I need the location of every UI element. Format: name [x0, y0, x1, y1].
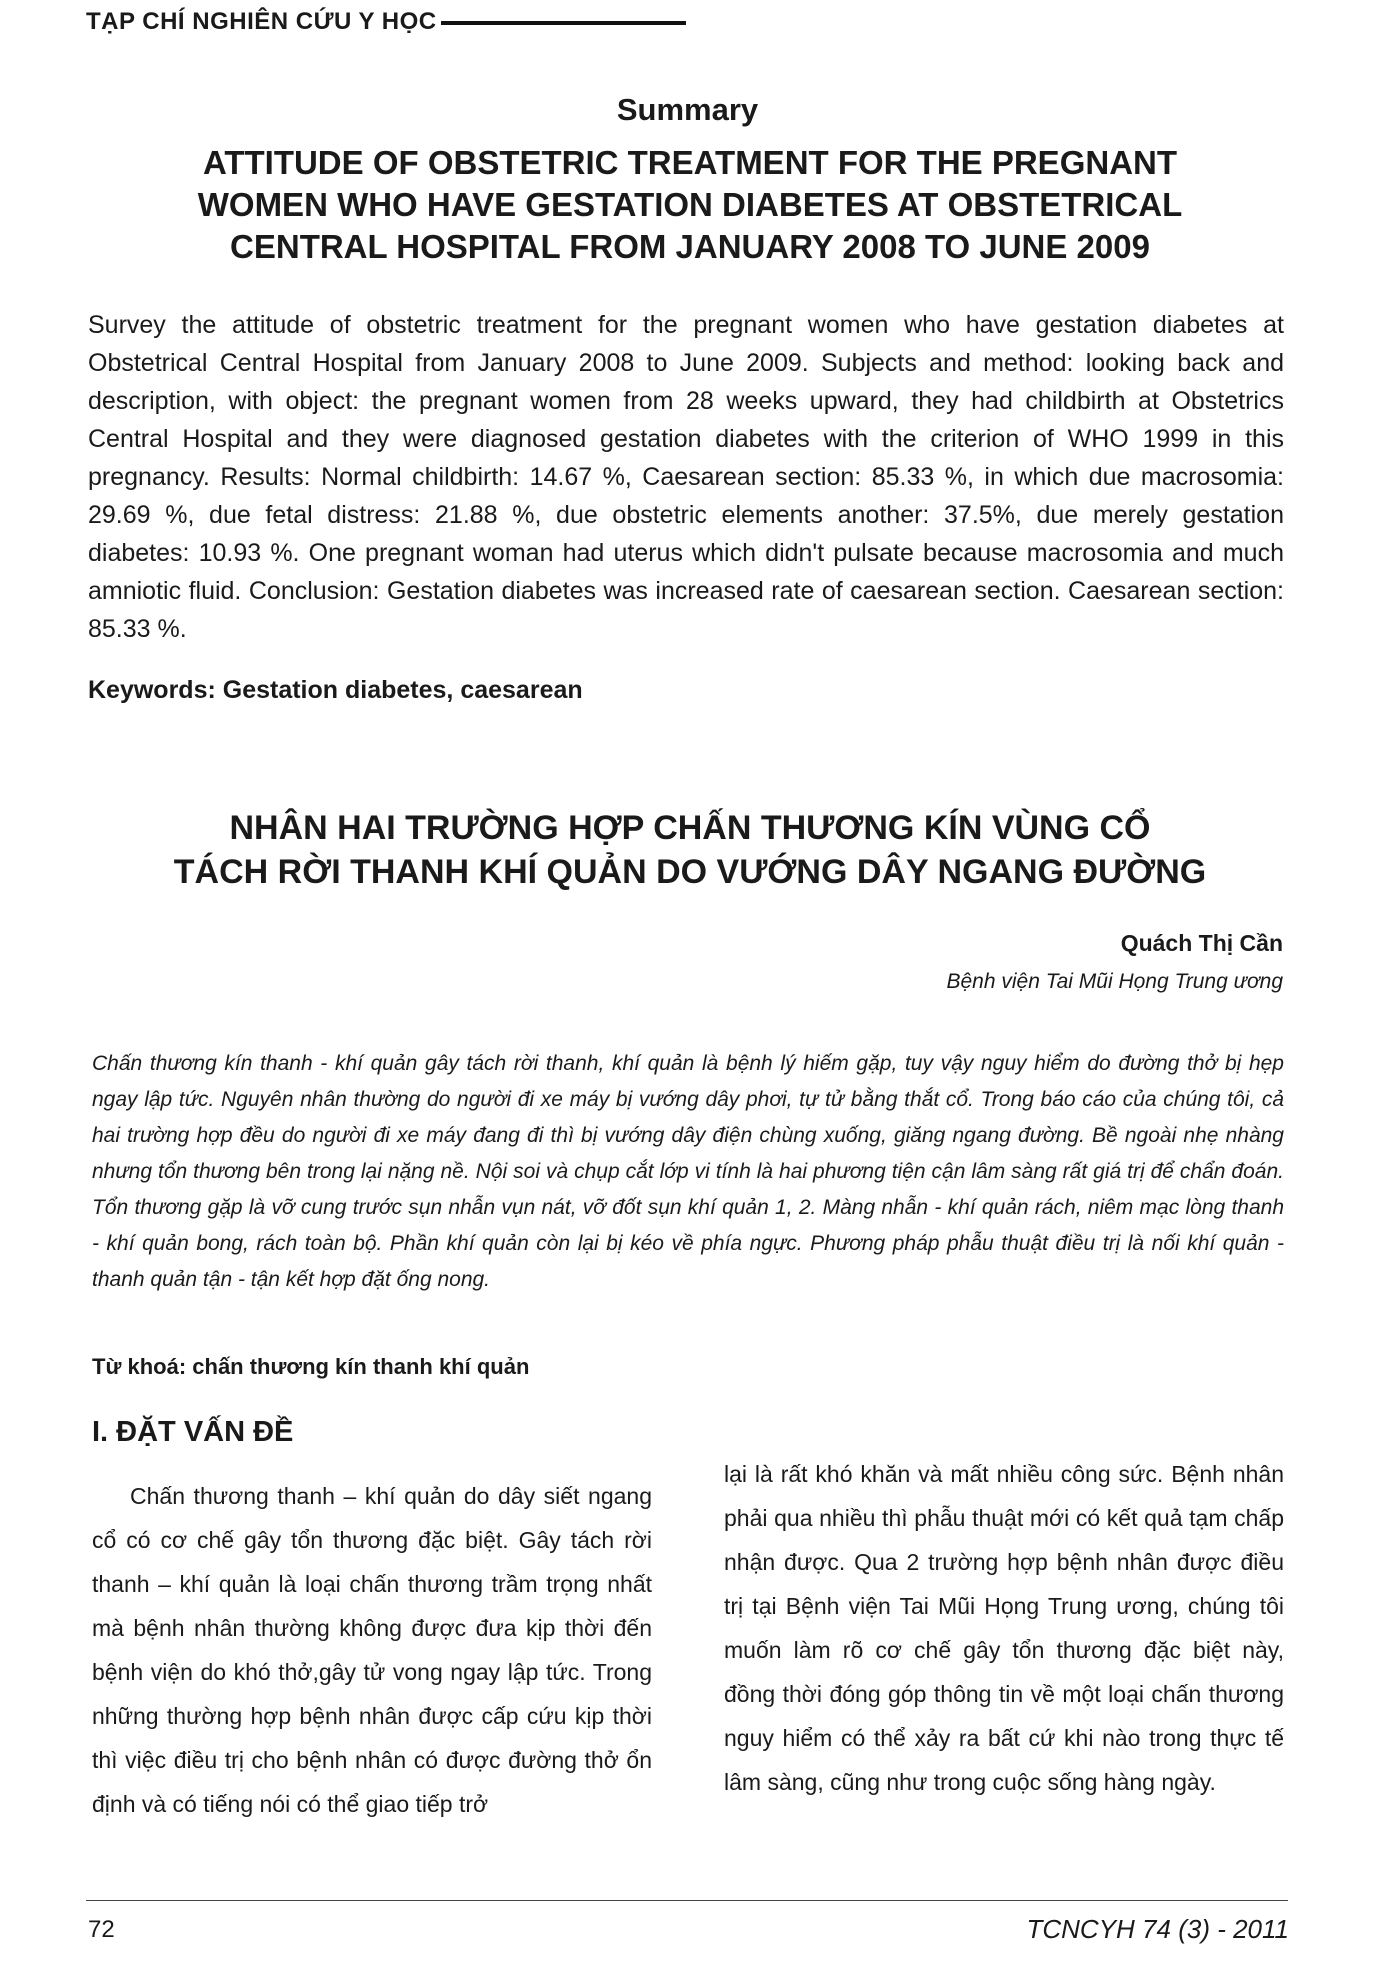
- article-abstract: Chấn thương kín thanh - khí quản gây tách rời thanh, khí quản là bệnh lý hiếm gặp, tuy vậy nguy hiểm do đường thở bị hẹp ngay lập tức. Nguyên nhân thường do người đi xe máy bị vướng dây phơi, tự tử bằng thắt cổ. Trong báo cáo của chúng tôi, cả hai trường hợp đều do người đi xe máy đang đi thì bị vướng dây điện chùng xuống, giăng ngang đường. Bề ngoài nhẹ nhàng nhưng tổn thương bên trong lại nặng nề. Nội soi và chụp cắt lớp vi tính là hai phương tiện cận lâm sàng rất giá trị để chẩn đoán. Tổn thương gặp là vỡ cung trước sụn nhẫn vụn nát, vỡ đốt sụn khí quản 1, 2. Màng nhẫn - khí quản rách, niêm mạc lòng thanh - khí quản bong, rách toàn bộ. Phần khí quản còn lại bị kéo về phía ngực. Phương pháp phẫu thuật điều trị là nối khí quản - thanh quản tận - tận kết hợp đặt ống nong.: [92, 1052, 1284, 1291]
- english-abstract: Survey the attitude of obstetric treatment for the pregnant women who have gestation diabetes at Obstetrical Central Hospital from January 2008 to June 2009. Subjects and method: looking back and description, with object: the pregnant women from 28 weeks upward, they had childbirth at Obstetrics Central Hospital and they were diagnosed gestation diabetes with the criterion of WHO 1999 in this pregnancy. Results: Normal childbirth: 14.67 %, Caesarean section: 85.33 %, in which due macrosomia: 29.69 %, due fetal distress: 21.88 %, due obstetric elements another: 37.5%, due merely gestation diabetes: 10.93 %. One pregnant woman had uterus which didn't pulsate because macrosomia and much amniotic fluid. Conclusion: Gestation diabetes was increased rate of caesarean section. Caesarean section: 85.33 %.: [88, 311, 1284, 643]
- body-left-column: Chấn thương thanh – khí quản do dây siết ngang cổ có cơ chế gây tổn thương đặc biệt. Gây tách rời thanh – khí quản là loại chấn thương trầm trọng nhất mà bệnh nhân thường không được đưa kịp thời đến bệnh viện do khó thở,gây tử vong ngay lập tức. Trong những thường hợp bệnh nhân được cấp cứu kịp thời thì việc điều trị cho bệnh nhân có được đường thở ổn định và có tiếng nói có thể giao tiếp trở: [92, 1483, 652, 1817]
- english-keywords: Keywords: Gestation diabetes, caesarean: [88, 676, 583, 704]
- article-title: [90, 806, 1290, 894]
- journal-name: TẠP CHÍ NGHIÊN CỨU Y HỌC: [86, 8, 437, 35]
- journal-header: [86, 8, 686, 36]
- section-heading: I. ĐẶT VẤN ĐỀ: [92, 1416, 294, 1448]
- author-affiliation: Bệnh viện Tai Mũi Họng Trung ương: [946, 970, 1283, 993]
- article-title-line: TÁCH RỜI THANH KHÍ QUẢN DO VƯỚNG DÂY NGANG ĐƯỜNG: [173, 853, 1207, 891]
- article-title-line: NHÂN HAI TRƯỜNG HỢP CHẤN THƯƠNG KÍN VÙNG CỔ: [229, 809, 1151, 847]
- english-title: [90, 142, 1290, 268]
- summary-heading: Summary: [616, 92, 759, 127]
- article-keywords: Từ khoá: chấn thương kín thanh khí quản: [92, 1354, 530, 1379]
- journal-reference: TCNCYH 74 (3) - 2011: [1026, 1914, 1289, 1944]
- body-right-column: lại là rất khó khăn và mất nhiều công sức. Bệnh nhân phải qua nhiều thì phẫu thuật mới có kết quả tạm chấp nhận được. Qua 2 trường hợp bệnh nhân được điều trị tại Bệnh viện Tai Mũi Họng Trung ương, chúng tôi muốn làm rõ cơ chế gây tổn thương đặc biệt này, đồng thời đóng góp thông tin về một loại chấn thương nguy hiểm có thể xảy ra bất cứ khi nào trong thực tế lâm sàng, cũng như trong cuộc sống hàng ngày.: [724, 1461, 1284, 1795]
- english-title-line: ATTITUDE OF OBSTETRIC TREATMENT FOR THE PREGNANT: [202, 144, 1178, 181]
- english-title-line: CENTRAL HOSPITAL FROM JANUARY 2008 TO JUNE 2009: [230, 228, 1150, 265]
- footer-rule: [86, 1900, 1288, 1901]
- page-number: 72: [88, 1916, 115, 1943]
- english-title-line: WOMEN WHO HAVE GESTATION DIABETES AT OBSTETRICAL: [197, 186, 1183, 223]
- header-rule: [441, 21, 686, 25]
- author-name: Quách Thị Cần: [1120, 930, 1283, 956]
